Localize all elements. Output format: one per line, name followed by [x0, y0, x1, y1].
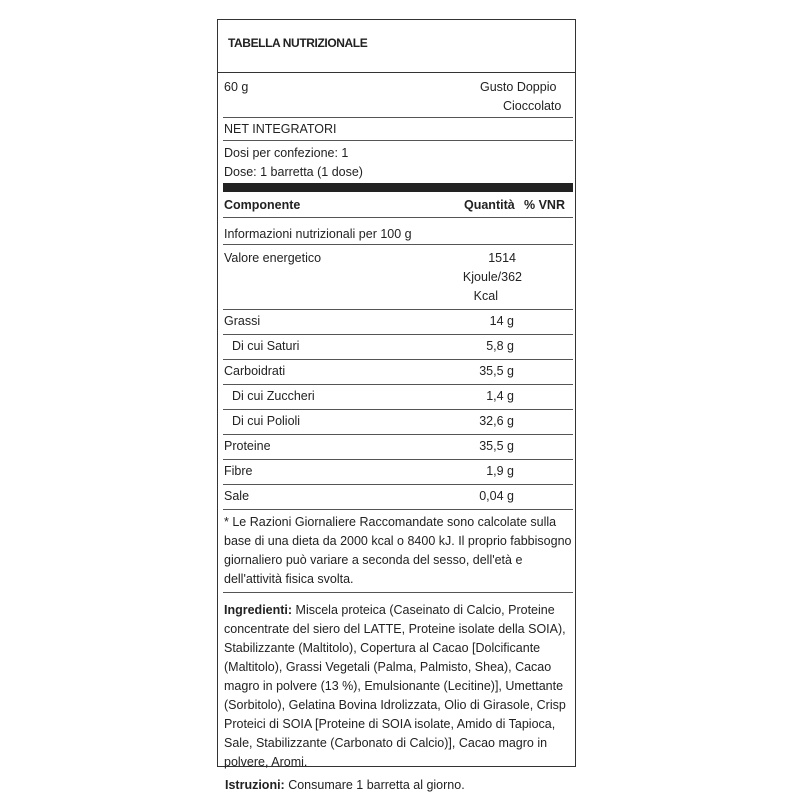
row-value-protein: 35,5 g: [479, 439, 514, 453]
col-vnr: % VNR: [524, 198, 565, 212]
divider: [223, 409, 573, 410]
row-label-saturated: Di cui Saturi: [232, 339, 300, 353]
instructions-label: Istruzioni:: [225, 778, 285, 792]
ingredients-block: [224, 601, 572, 772]
nutrition-label: [217, 19, 576, 767]
dose-info: Dose: 1 barretta (1 dose): [224, 165, 363, 179]
row-value-fiber: 1,9 g: [486, 464, 514, 478]
flavor-line-2: Cioccolato: [503, 99, 562, 113]
product-weight: 60 g: [224, 80, 249, 94]
row-label-protein: Proteine: [224, 439, 271, 453]
flavor-line-1: Gusto Doppio: [480, 80, 557, 94]
ingredients-text: Miscela proteica (Caseinato di Calcio, Proteine concentrate del siero del LATTE, Proteine isolate della SOIA), Stabilizzante (Maltitolo), Copertura al Cacao [Dolcificante (Maltitolo), Grassi Vegetali (Palma, Palmisto, Shea), Cacao magro in polvere (13 %), Emulsionante (Lecitine)], Umettante (Sorbitolo), Gelatina Bovina Idrolizzata, Olio di Girasole, Crisp Proteici di SOIA [Proteine di SOIA isolate, Amido di Tapioca, Sale, Stabilizzante (Carbonato di Calcio)], Cacao magro in polvere, Aromi.: [224, 603, 566, 769]
energy-value-3: Kcal: [473, 289, 498, 303]
divider: [223, 592, 573, 593]
instructions-text: Consumare 1 barretta al giorno.: [284, 778, 465, 792]
row-label-fiber: Fibre: [224, 464, 253, 478]
col-quantity: Quantità: [464, 198, 515, 212]
row-label-salt: Sale: [224, 489, 250, 503]
ingredients-label: Ingredienti:: [224, 603, 293, 617]
row-value-sugars: 1,4 g: [486, 389, 514, 403]
row-value-salt: 0,04 g: [479, 489, 514, 503]
divider: [223, 217, 573, 218]
row-value-carbs: 35,5 g: [479, 364, 514, 378]
row-value-fat: 14 g: [489, 314, 514, 328]
row-value-saturated: 5,8 g: [486, 339, 514, 353]
instructions-block: [225, 778, 465, 792]
divider: [223, 384, 573, 385]
divider: [223, 309, 573, 310]
divider: [223, 140, 573, 141]
label-header: [218, 20, 575, 73]
doses-per-pack: Dosi per confezione: 1: [224, 146, 349, 160]
per-100g-heading: Informazioni nutrizionali per 100 g: [224, 227, 412, 241]
row-label-carbs: Carboidrati: [224, 364, 286, 378]
energy-value-1: 1514: [488, 251, 516, 265]
energy-label: Valore energetico: [224, 251, 322, 265]
divider: [223, 459, 573, 460]
divider: [223, 334, 573, 335]
col-component: Componente: [224, 198, 301, 212]
row-label-fat: Grassi: [224, 314, 261, 328]
divider: [223, 484, 573, 485]
divider: [223, 359, 573, 360]
divider: [223, 117, 573, 118]
rda-note: * Le Razioni Giornaliere Raccomandate sono calcolate sulla base di una dieta da 2000 kcal o 8400 kJ. Il proprio fabbisogno giornaliero può variare a seconda del sesso, dell'età e dell'attività fisica svolta.: [224, 515, 572, 586]
brand-name: NET INTEGRATORI: [224, 122, 337, 136]
energy-value-2: Kjoule/362: [462, 270, 522, 284]
label-title: TABELLA NUTRIZIONALE: [228, 36, 368, 50]
thick-divider: [223, 183, 573, 192]
row-label-sugars: Di cui Zuccheri: [232, 389, 315, 403]
divider: [223, 244, 573, 245]
divider: [223, 434, 573, 435]
row-label-polyols: Di cui Polioli: [232, 414, 301, 428]
divider: [223, 509, 573, 510]
row-value-polyols: 32,6 g: [479, 414, 514, 428]
